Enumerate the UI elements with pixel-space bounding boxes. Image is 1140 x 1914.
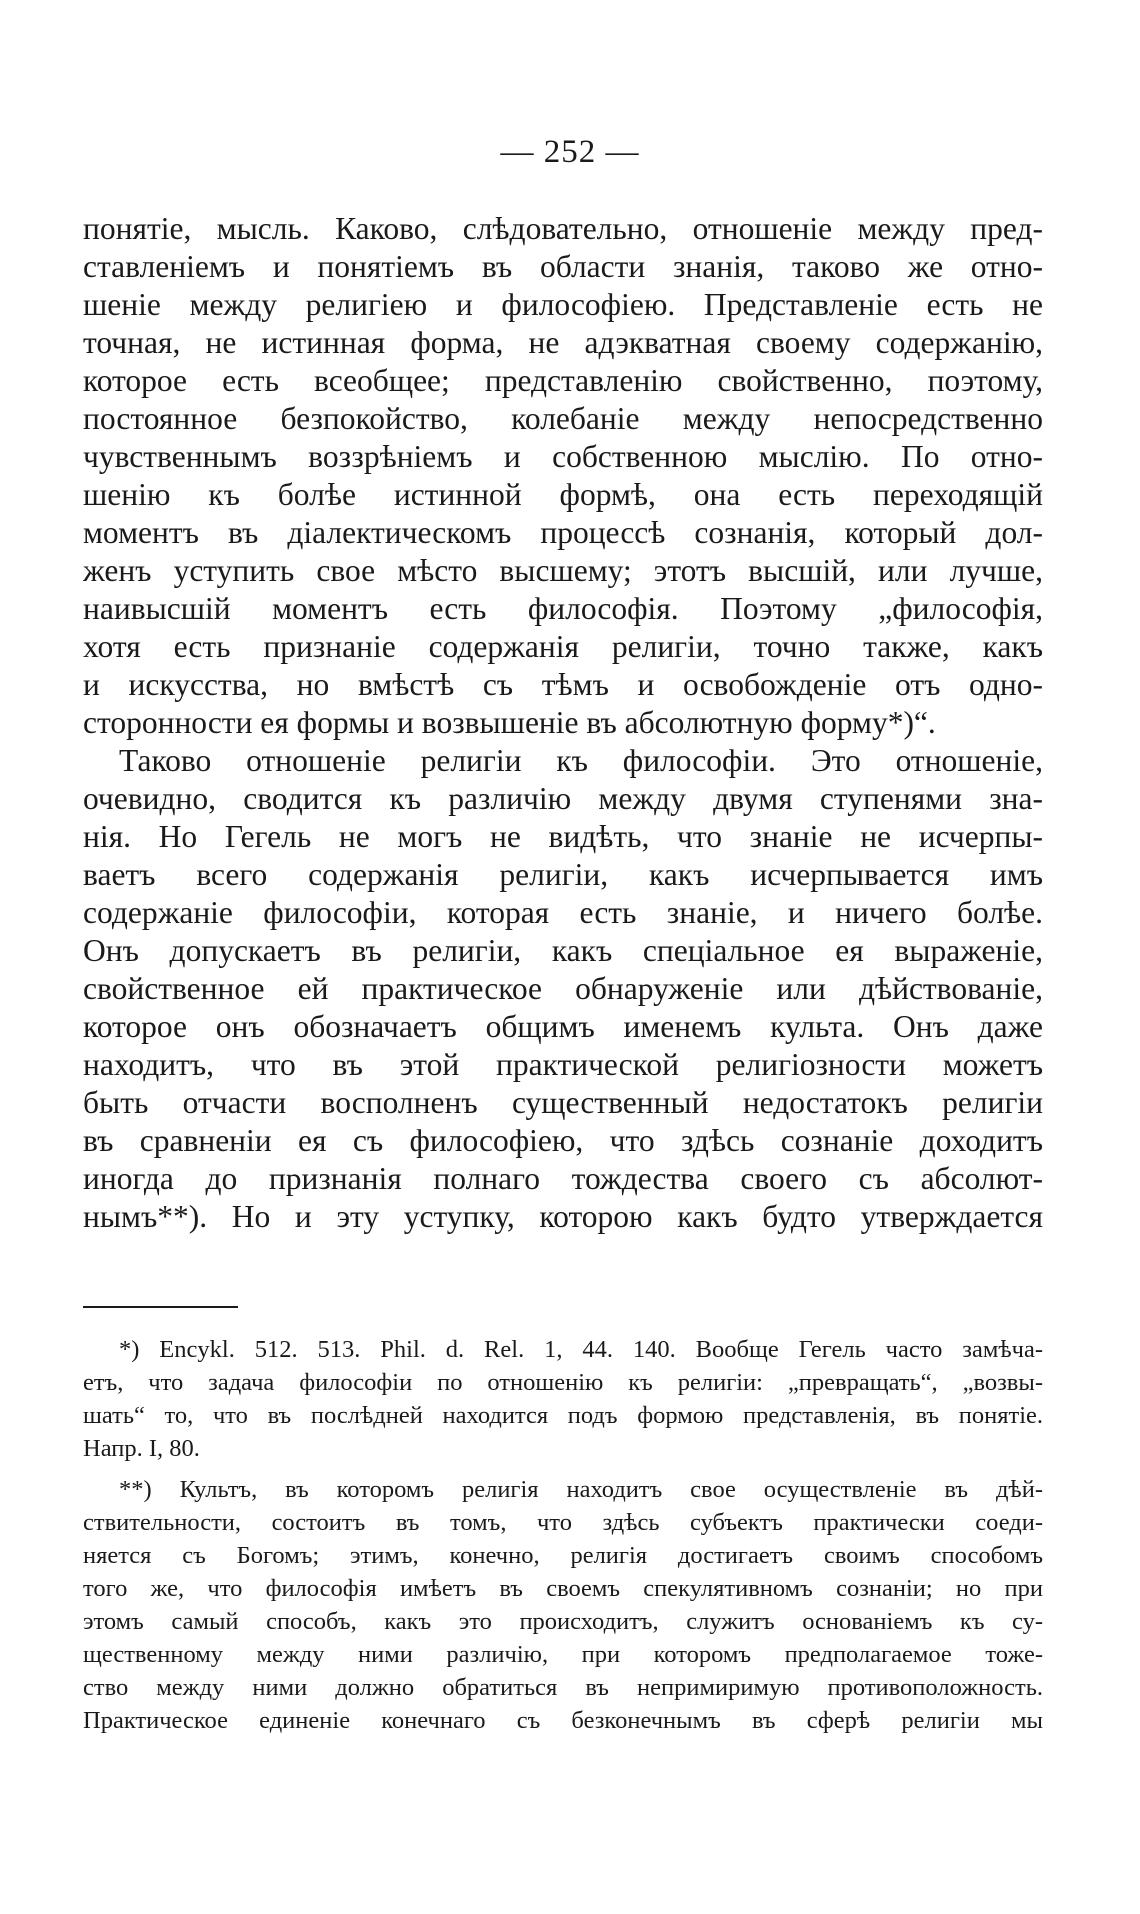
- text-line: которое есть всеобщее; представленію свойственно, поэтому,: [83, 363, 1043, 398]
- text-line: хотя есть признаніе содержанія религіи, точно также, какъ: [83, 629, 1043, 664]
- footnote-line: ство между ними должно обратиться въ непримиримую противоположность.: [83, 1674, 1043, 1701]
- footnote-line: няется съ Богомъ; этимъ, конечно, религія достигаетъ своимъ способомъ: [83, 1542, 1043, 1569]
- text-line: постоянное безпокойство, колебаніе между непосредственно: [83, 401, 1043, 436]
- paragraph-end-line: сторонности ея формы и возвышеніе въ абсолютную форму*)“.: [83, 705, 936, 740]
- footnote-line: **) Культъ, въ которомъ религія находитъ свое осуществленіе въ дѣй-: [119, 1476, 1043, 1503]
- footnotes: [83, 1333, 1043, 1737]
- footnote-line: ствительности, состоитъ въ томъ, что здѣсь субъектъ практически соеди-: [83, 1509, 1043, 1536]
- text-line: очевидно, сводится къ различію между двумя ступенями зна-: [83, 781, 1043, 816]
- text-line: и искусства, но вмѣстѣ съ тѣмъ и освобожденіе отъ одно-: [83, 667, 1043, 702]
- footnote-gap: [83, 1465, 1043, 1473]
- page-number: — 252 —: [500, 134, 640, 170]
- text-line: ваетъ всего содержанія религіи, какъ исчерпывается имъ: [83, 857, 1043, 892]
- footnote-line: етъ, что задача философіи по отношенію къ религіи: „превращать“, „возвы-: [83, 1369, 1043, 1396]
- text-line: нія. Но Гегель не могъ не видѣть, что знаніе не исчерпы-: [83, 819, 1043, 854]
- footnote-line: Напр. I, 80.: [83, 1435, 200, 1462]
- paragraph-start-line: Таково отношеніе религіи къ философіи. Это отношеніе,: [119, 743, 1043, 778]
- text-line: въ сравненіи ея съ философіею, что здѣсь сознаніе доходитъ: [83, 1123, 1043, 1158]
- footnote-2: [83, 1473, 1043, 1737]
- text-line: быть отчасти восполненъ существенный недостатокъ религіи: [83, 1085, 1043, 1120]
- footnote-divider: [83, 1306, 238, 1308]
- footnote-line: того же, что философія имѣетъ въ своемъ спекулятивномъ сознаніи; но при: [83, 1575, 1043, 1602]
- footnote-line: этомъ самый способъ, какъ это происходитъ, служитъ основаніемъ къ су-: [83, 1608, 1043, 1635]
- text-line: шенію къ болѣе истинной формѣ, она есть переходящій: [83, 477, 1043, 512]
- text-line: понятіе, мысль. Каково, слѣдовательно, отношеніе между пред-: [83, 211, 1043, 246]
- text-line: находитъ, что въ этой практической религіозности можетъ: [83, 1047, 1043, 1082]
- text-line: моментъ въ діалектическомъ процессѣ сознанія, который дол-: [83, 515, 1043, 550]
- text-line: чувственнымъ воззрѣніемъ и собственною мыслію. По отно-: [83, 439, 1043, 474]
- text-line: шеніе между религіею и философіею. Представленіе есть не: [83, 287, 1043, 322]
- text-line: наивысшій моментъ есть философія. Поэтому „философія,: [83, 591, 1043, 626]
- main-text-body: [83, 210, 1043, 1236]
- footnote-line: *) Encykl. 512. 513. Phil. d. Rel. 1, 44. 140. Вообще Гегель часто замѣча-: [119, 1336, 1043, 1363]
- text-line: ставленіемъ и понятіемъ въ области знанія, таково же отно-: [83, 249, 1043, 284]
- footnote-line: Практическое единеніе конечнаго съ безконечнымъ въ сферѣ религіи мы: [83, 1707, 1043, 1734]
- text-line: которое онъ обозначаетъ общимъ именемъ культа. Онъ даже: [83, 1009, 1043, 1044]
- footnote-line: шать“ то, что въ послѣдней находится подъ формою представленія, въ понятіе.: [83, 1402, 1043, 1429]
- text-line: свойственное ей практическое обнаруженіе или дѣйствованіе,: [83, 971, 1043, 1006]
- footnote-1: [83, 1333, 1043, 1465]
- text-line: точная, не истинная форма, не адэкватная своему содержанію,: [83, 325, 1043, 360]
- text-line: нымъ**). Но и эту уступку, которою какъ будто утверждается: [83, 1199, 1043, 1234]
- text-line: содержаніе философіи, которая есть знаніе, и ничего болѣе.: [83, 895, 1043, 930]
- text-line: женъ уступить свое мѣсто высшему; этотъ высшій, или лучше,: [83, 553, 1043, 588]
- text-line: иногда до признанія полнаго тождества своего съ абсолют-: [83, 1161, 1043, 1196]
- text-line: Онъ допускаетъ въ религіи, какъ спеціальное ея выраженіе,: [83, 933, 1043, 968]
- footnote-line: щественному между ними различію, при которомъ предполагаемое тоже-: [83, 1641, 1043, 1668]
